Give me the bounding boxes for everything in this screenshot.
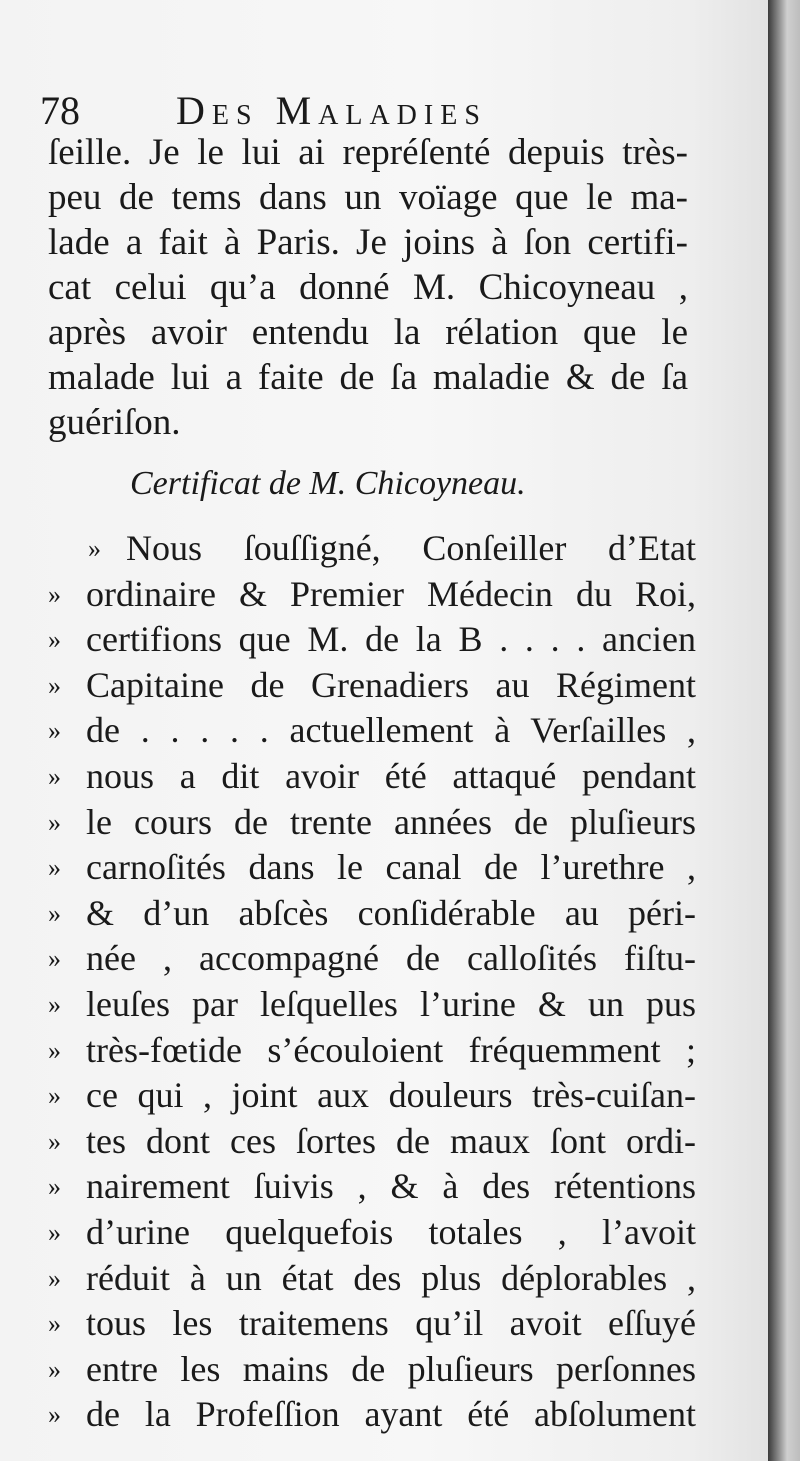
quote-mark: » [88, 534, 101, 563]
quote-line [48, 1119, 696, 1165]
quote-mark: » [48, 625, 61, 655]
section-heading: Certificat de M. Chicoyneau. [130, 465, 526, 502]
quote-text: tes dont ces ſortes de maux ſont ordi- [86, 1120, 696, 1161]
quote-text: de . . . . . actuellement à Verſailles , [86, 710, 696, 751]
quote-text: née , accompagné de calloſités fiſtu- [86, 938, 696, 979]
quote-text: Capitaine de Grenadiers au Régiment [86, 664, 696, 705]
quote-line [48, 982, 696, 1028]
quote-line [48, 708, 696, 754]
quote-mark: » [48, 898, 61, 928]
quote-text: de la Profeſſion ayant été abſolument [86, 1394, 696, 1435]
quote-line [48, 845, 696, 891]
quote-line [48, 936, 696, 982]
quote-mark: » [48, 761, 61, 791]
quote-line [48, 1347, 696, 1393]
quote-line [48, 1164, 696, 1210]
quote-text: carnoſités dans le canal de l’urethre , [86, 847, 696, 888]
quote-line [48, 1301, 696, 1347]
quote-text: ce qui , joint aux douleurs très-cuiſan- [86, 1075, 696, 1116]
paragraph-line: ſeille. Je le lui ai repréſenté depuis très- [48, 132, 688, 173]
certificate-quote [48, 526, 696, 1438]
paragraph-line: après avoir entendu la rélation que le [48, 312, 688, 353]
quote-text: nairement ſuivis , & à des rétentions [86, 1166, 696, 1207]
quote-mark: » [48, 1217, 61, 1247]
quote-text: entre les mains de pluſieurs perſonnes [86, 1348, 696, 1389]
quote-line [48, 754, 696, 800]
paragraph-line: cat celui qu’a donné M. Chicoyneau , [48, 267, 688, 308]
quote-text: ordinaire & Premier Médecin du Roi, [86, 573, 696, 614]
quote-mark: » [48, 1263, 61, 1293]
page-number: 78 [40, 88, 80, 133]
quote-mark: » [48, 1126, 61, 1156]
quote-mark: » [48, 1081, 61, 1111]
quote-mark: » [48, 1309, 61, 1339]
paragraph-line: malade lui a faite de ſa maladie & de ſa [48, 357, 688, 398]
page-edge-shadow [768, 0, 800, 1461]
running-head: Des Maladies [176, 88, 487, 133]
quote-line [48, 617, 696, 663]
quote-mark: » [48, 944, 61, 974]
quote-line [48, 1210, 696, 1256]
quote-line [48, 800, 696, 846]
quote-line [48, 891, 696, 937]
quote-mark: » [48, 853, 61, 883]
quote-mark: » [48, 670, 61, 700]
quote-text: le cours de trente années de pluſieurs [86, 801, 696, 842]
quote-text: réduit à un état des plus déplorables , [86, 1257, 696, 1298]
paragraph-line: guériſon. [48, 402, 181, 443]
quote-text: d’urine quelquefois totales , l’avoit [86, 1211, 696, 1252]
quote-line [48, 1073, 696, 1119]
quote-text: certifions que M. de la B . . . . ancien [86, 619, 696, 660]
paragraph-line: lade a fait à Paris. Je joins à ſon certifi- [48, 222, 688, 263]
quote-mark: » [48, 1035, 61, 1065]
quote-mark: » [48, 807, 61, 837]
quote-text: très-fœtide s’écouloient fréquemment ; [86, 1029, 696, 1070]
quote-mark: » [48, 579, 61, 609]
quote-line [48, 526, 696, 572]
paragraph-line: peu de tems dans un voïage que le ma- [48, 177, 688, 218]
quote-mark: » [48, 1400, 61, 1430]
quote-mark: » [48, 716, 61, 746]
quote-line [48, 572, 696, 618]
quote-text: & d’un abſcès conſidérable au péri- [86, 892, 696, 933]
quote-text: nous a dit avoir été attaqué pendant [86, 755, 696, 796]
paragraph [48, 130, 688, 445]
quote-text: leuſes par leſquelles l’urine & un pus [86, 983, 696, 1024]
quote-text: Nous ſouſſigné, Conſeiller d’Etat [126, 528, 696, 568]
page-header [40, 86, 720, 136]
quote-line [48, 663, 696, 709]
quote-line [48, 1028, 696, 1074]
quote-line [48, 1392, 696, 1438]
quote-mark: » [48, 989, 61, 1019]
quote-text: tous les traitemens qu’il avoit eſſuyé [86, 1303, 696, 1344]
quote-mark: » [48, 1172, 61, 1202]
quote-mark: » [48, 1354, 61, 1384]
quote-line [48, 1256, 696, 1302]
